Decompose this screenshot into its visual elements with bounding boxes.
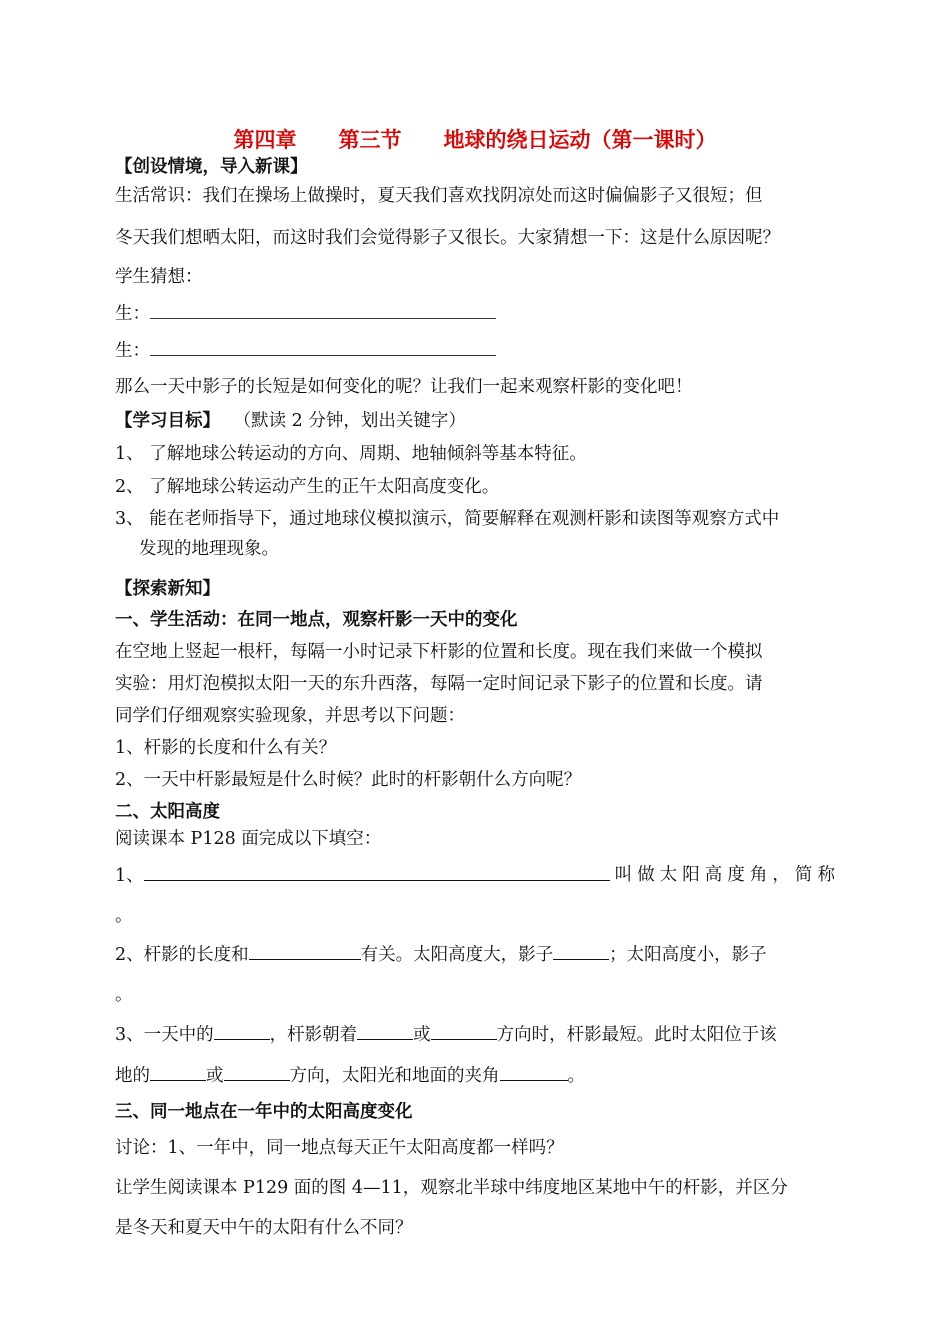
answer-blank-2[interactable] <box>150 339 496 356</box>
answer-prefix-1: 生： <box>115 304 150 324</box>
intro-line-1: 生活常识：我们在操场上做操时，夏天我们喜欢找阴凉处而这时偏偏影子又很短；但 <box>115 186 763 206</box>
goal-item-1: 1、 了解地球公转运动的方向、周期、地轴倾斜等基本特征。 <box>115 444 587 464</box>
fill-1-char-4: 高 <box>704 865 723 885</box>
fill-2-blank-2[interactable] <box>553 943 609 960</box>
part3-discussion-1: 讨论：1、一年中，同一地点每天正午太阳高度都一样吗？ <box>115 1138 564 1158</box>
goals-heading-line <box>115 410 835 432</box>
guess-label: 学生猜想： <box>115 267 203 287</box>
fill-1-char-2: 太 <box>659 865 678 885</box>
answer-line-2 <box>115 339 835 362</box>
part2-heading: 二、太阳高度 <box>115 802 220 822</box>
fill-4-blank-1[interactable] <box>150 1064 206 1081</box>
part1-question-1: 1、杆影的长度和什么有关？ <box>115 738 337 758</box>
fill-4-text-c: 方向，太阳光和地面的夹角 <box>289 1066 500 1086</box>
fill-2-period: 。 <box>115 985 133 1005</box>
fill-4-text-d: 。 <box>567 1066 585 1086</box>
fill-3-blank-2[interactable] <box>357 1023 413 1040</box>
answer-line-1 <box>115 302 835 325</box>
fill-4-text-a: 地的 <box>115 1066 150 1086</box>
fill-1-char-5: 度 <box>727 865 745 885</box>
answer-prefix-2: 生： <box>115 341 150 361</box>
intro-closing: 那么一天中影子的长短是如何变化的呢？让我们一起来观察杆影的变化吧！ <box>115 377 693 397</box>
fill-1-char-1: 做 <box>637 865 655 885</box>
intro-heading: 【创设情境，导入新课】 <box>115 157 308 177</box>
fill-2-blank-1[interactable] <box>249 943 361 960</box>
fill-1-char-6: 角 <box>749 865 768 885</box>
fill-line-2 <box>115 943 835 966</box>
fill-1-char-8: 简 <box>794 865 813 885</box>
goal-item-2: 2、 了解地球公转运动产生的正午太阳高度变化。 <box>115 477 500 497</box>
goal-item-3: 3、 能在老师指导下，通过地球仪模拟演示，简要解释在观测杆影和读图等观察方式中 <box>115 509 780 529</box>
part1-para-3: 同学们仔细观察实验现象，并思考以下问题： <box>115 706 465 726</box>
part3-discussion-3: 是冬天和夏天中午的太阳有什么不同？ <box>115 1218 413 1238</box>
part1-heading: 一、学生活动：在同一地点，观察杆影一天中的变化 <box>115 610 518 630</box>
fill-3-text-c: 或 <box>413 1025 431 1045</box>
fill-line-3 <box>115 1023 835 1046</box>
fill-2-text-b: 有关。太阳高度大，影子 <box>360 945 554 965</box>
fill-3-text-b: ，杆影朝着 <box>269 1025 358 1045</box>
part2-intro: 阅读课本 P128 面完成以下填空： <box>115 829 382 849</box>
fill-1-char-9: 称 <box>817 865 835 885</box>
fill-4-blank-2[interactable] <box>224 1064 290 1081</box>
fill-1-label: 1、 <box>115 866 144 886</box>
fill-3-text-a: 3、一天中的 <box>115 1025 214 1045</box>
fill-1-period: 。 <box>115 906 133 926</box>
fill-4-blank-3[interactable] <box>500 1064 568 1081</box>
fill-line-1 <box>115 864 835 887</box>
fill-4-text-b: 或 <box>206 1066 224 1086</box>
fill-line-4 <box>115 1064 835 1087</box>
fill-3-blank-3[interactable] <box>431 1023 497 1040</box>
fill-1-char-0: 叫 <box>614 865 633 885</box>
fill-1-number <box>115 864 610 887</box>
fill-1-char-3: 阳 <box>682 865 700 885</box>
part1-question-2: 2、一天中杆影最短是什么时候？此时的杆影朝什么方向呢？ <box>115 770 582 790</box>
answer-blank-1[interactable] <box>150 302 496 319</box>
goals-heading: 【学习目标】 <box>115 411 220 431</box>
explore-heading: 【探索新知】 <box>115 579 220 599</box>
fill-3-blank-1[interactable] <box>214 1023 270 1040</box>
part3-heading: 三、同一地点在一年中的太阳高度变化 <box>115 1102 413 1122</box>
page-title: 第四章 第三节 地球的绕日运动（第一课时） <box>233 128 717 152</box>
fill-1-char-7: ， <box>772 865 790 885</box>
goal-item-3-cont: 发现的地理现象。 <box>139 539 279 559</box>
intro-line-2: 冬天我们想晒太阳，而这时我们会觉得影子又很长。大家猜想一下：这是什么原因呢？ <box>115 228 780 248</box>
part1-para-1: 在空地上竖起一根杆，每隔一小时记录下杆影的位置和长度。现在我们来做一个模拟 <box>115 642 763 662</box>
fill-2-text-a: 2、杆影的长度和 <box>115 945 249 965</box>
fill-1-blank[interactable] <box>144 864 610 881</box>
part3-discussion-2: 让学生阅读课本 P129 面的图 4—11，观察北半球中纬度地区某地中午的杆影，并区分 <box>115 1178 788 1198</box>
fill-2-text-c: ；太阳高度小，影子 <box>609 945 767 965</box>
goals-note: （默读 2 分钟，划出关键字） <box>233 411 466 431</box>
part1-para-2: 实验：用灯泡模拟太阳一天的东升西落，每隔一定时间记录下影子的位置和长度。请 <box>115 674 763 694</box>
fill-3-text-d: 方向时，杆影最短。此时太阳位于该 <box>496 1025 777 1045</box>
